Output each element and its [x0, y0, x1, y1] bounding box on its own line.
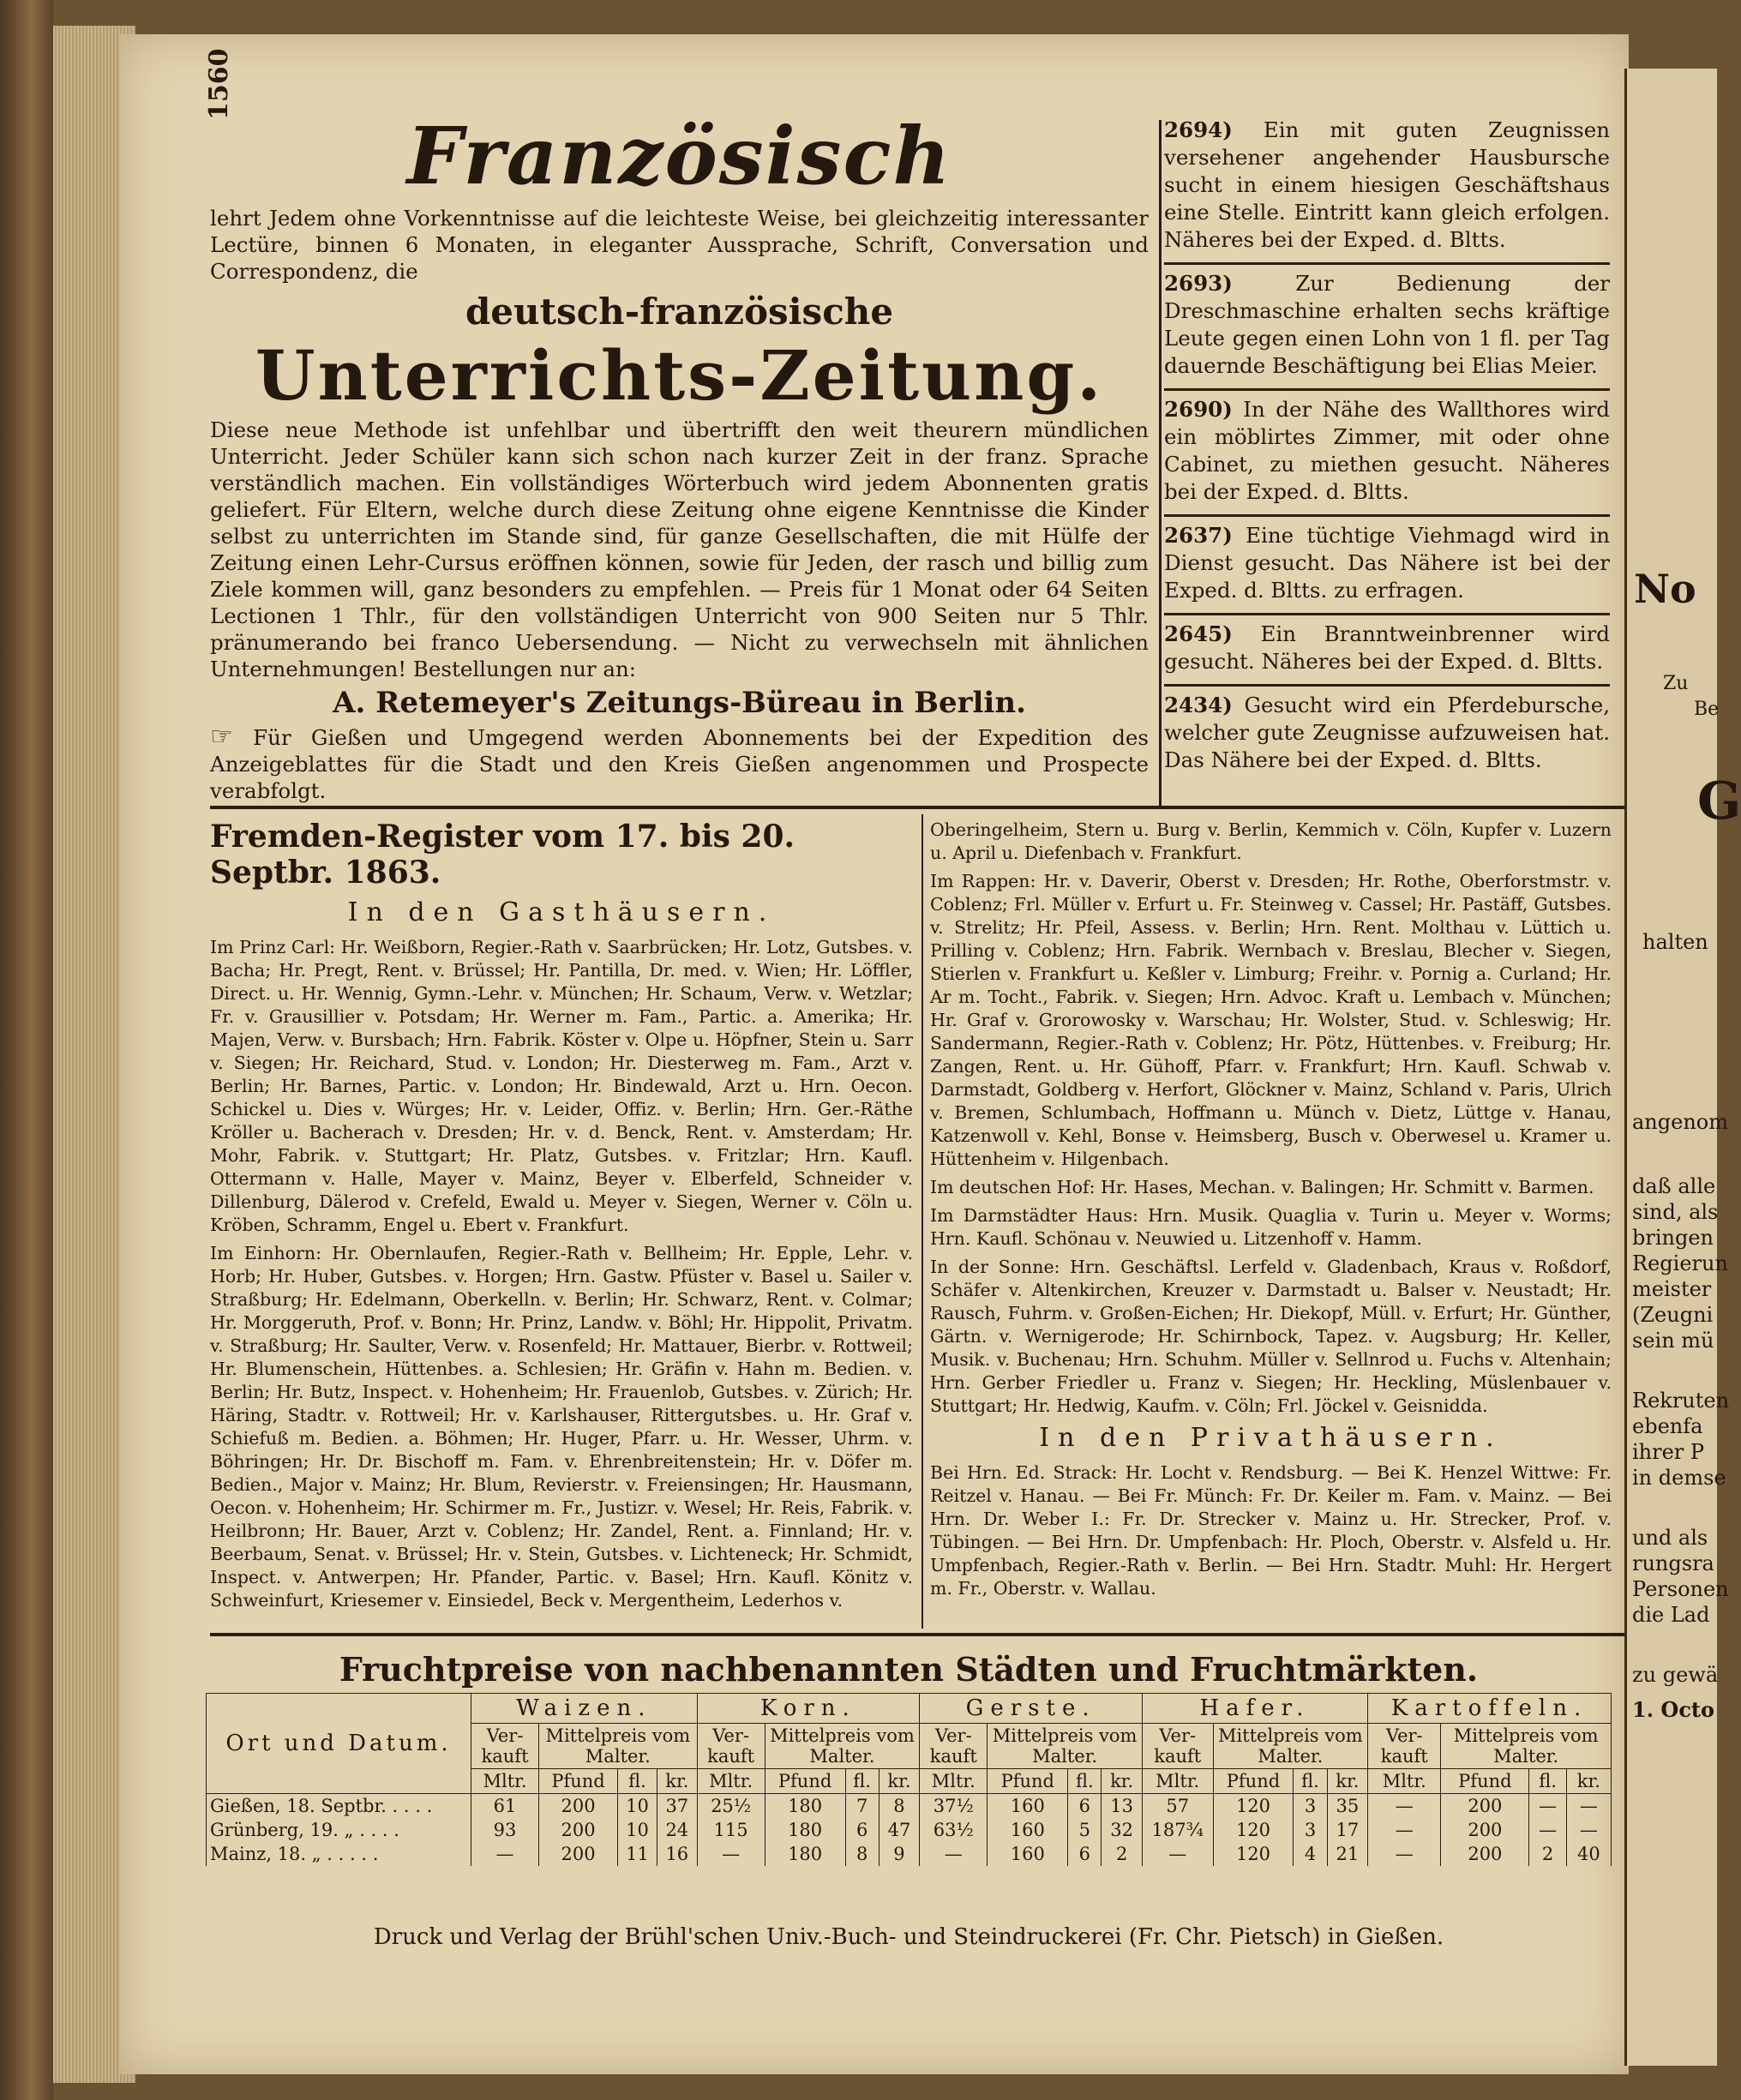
price-cell: 160 [988, 1818, 1068, 1842]
page-number: 1560 [204, 48, 234, 120]
ad-footer-text: Für Gießen und Umgegend werden Abonnements bei der Expedition des Anzeigeblattes für die Stadt und den Kreis Gießen angenommen und Prospecte verabfolgt. [210, 725, 1149, 803]
unit-header: Mltr. [697, 1769, 765, 1794]
price-cell: 160 [988, 1794, 1068, 1819]
price-cell: 25½ [697, 1794, 765, 1819]
classified-ad [1164, 687, 1610, 783]
grain-header: Korn. [697, 1694, 920, 1724]
grain-header: Gerste. [920, 1694, 1143, 1724]
price-cell: 200 [539, 1794, 618, 1819]
fruchtpreise-body [207, 1794, 1612, 1867]
price-cell: 11 [618, 1842, 657, 1866]
register-entry: In der Sonne: Hrn. Geschäftsl. Lerfeld v. Gladenbach, Kraus v. Roßdorf, Schäfer v. Altenkirchen, Kreuzer v. Darmstadt u. Balser v. Neustadt; Hr. Rausch, Fuhrm. v. Großen-Eichen; Hr. Diekopf, Müll. v. Erfurt; Hr. Günther, Gärtn. v. Wernigerode; Hr. Schirnbock, Tapez. v. Augsburg; Hr. Keller, Musik. v. Buchenau; Hrn. Schuhm. Müller v. Sellnrod u. Fuchs v. Altenhain; Hrn. Gerber Friedler u. Franz v. Siegen; Hr. Heckling, Müslenbauer v. Stuttgart; Hr. Hedwig, Kaufm. v. Cöln; Frl. Jöckel v. Geisnidda. [930, 1257, 1612, 1416]
ad-headline: Unterrichts-Zeitung. [255, 335, 1104, 416]
unit-header: Mltr. [1368, 1769, 1441, 1794]
price-cell: 2 [1102, 1842, 1143, 1866]
col-verkauft: Ver-kauft [697, 1724, 765, 1769]
price-cell: 61 [471, 1794, 539, 1819]
unit-header: fl. [618, 1769, 657, 1794]
column-divider-top [1159, 120, 1162, 806]
next-page-fragment: Rekruten [1632, 1389, 1730, 1413]
price-cell: 2 [1529, 1842, 1566, 1866]
price-cell: 10 [618, 1818, 657, 1842]
ad-footer [210, 723, 1149, 804]
price-cell: 6 [845, 1818, 879, 1842]
table-row [207, 1842, 1612, 1866]
price-cell: — [697, 1842, 765, 1866]
price-cell: 200 [1441, 1818, 1529, 1842]
price-cell: 37 [657, 1794, 698, 1819]
register-entry: Im deutschen Hof: Hr. Hases, Mechan. v. Balingen; Hr. Schmitt v. Barmen. [930, 1177, 1594, 1197]
col-verkauft: Ver-kauft [471, 1724, 539, 1769]
price-cell: 17 [1327, 1818, 1368, 1842]
price-cell: — [920, 1842, 988, 1866]
next-page-fragment: 1. Octo [1632, 1697, 1715, 1722]
unit-header: fl. [845, 1769, 879, 1794]
ad-text: Ein mit guten Zeugnissen versehener angehender Hausbursche sucht in einem hiesigen Geschäftshaus eine Stelle. Eintritt kann gleich erfolgen. Näheres bei der Exped. d. Bltts. [1164, 117, 1610, 252]
fruchtpreise-table [206, 1693, 1612, 1866]
price-cell: 21 [1327, 1842, 1368, 1866]
unit-header: fl. [1529, 1769, 1566, 1794]
price-cell: 200 [1441, 1842, 1529, 1866]
section-rule [210, 806, 1624, 809]
register-entry: Im Darmstädter Haus: Hrn. Musik. Quaglia v. Turin u. Meyer v. Worms; Hrn. Kaufl. Schönau v. Neuwied u. Litzenhoff v. Hamm. [930, 1205, 1612, 1249]
ad-french-course [210, 111, 1149, 804]
ad-number: 2434) [1164, 693, 1233, 717]
ad-number: 2693) [1164, 271, 1233, 296]
price-cell: 3 [1294, 1794, 1327, 1819]
next-page-fragment: Be [1694, 699, 1720, 720]
next-page-fragment: rungsra [1632, 1551, 1714, 1575]
ad-publisher: A. Retemeyer's Zeitungs-Büreau in Berlin. [333, 686, 1026, 720]
next-page-fragment: ihrer P [1632, 1440, 1705, 1464]
book-binding [0, 0, 53, 2100]
next-page-fragment: daß alle [1632, 1174, 1716, 1198]
unit-header: kr. [1566, 1769, 1611, 1794]
place-header: Ort und Datum. [207, 1694, 471, 1794]
place-cell: Gießen, 18. Septbr. . . . . [207, 1794, 471, 1819]
classified-ad [1164, 615, 1610, 687]
unit-header: Mltr. [471, 1769, 539, 1794]
next-page-fragment: Personen [1632, 1577, 1729, 1601]
classifieds-column [1164, 111, 1610, 783]
price-cell: 47 [879, 1818, 920, 1842]
next-page-fragment: zu gewä [1632, 1663, 1719, 1687]
unit-header: kr. [1327, 1769, 1368, 1794]
col-mittelpreis: Mittelpreis vom Malter. [1213, 1724, 1368, 1769]
next-page-fragment: G [1697, 771, 1741, 831]
next-page-fragment: meister [1632, 1277, 1712, 1301]
price-cell: — [1368, 1842, 1441, 1866]
price-cell: 120 [1213, 1842, 1294, 1866]
price-cell: — [1368, 1818, 1441, 1842]
price-cell: 8 [879, 1794, 920, 1819]
price-cell: 5 [1068, 1818, 1102, 1842]
next-page-fragment: und als [1632, 1526, 1708, 1550]
unit-header: Pfund [988, 1769, 1068, 1794]
price-cell: — [1566, 1818, 1611, 1842]
ad-number: 2645) [1164, 621, 1233, 646]
col-mittelpreis: Mittelpreis vom Malter. [539, 1724, 698, 1769]
register-entry: Im Rappen: Hr. v. Daverir, Oberst v. Dresden; Hr. Rothe, Oberforstmstr. v. Coblenz; Frl. Müller v. Erfurt u. Fr. Steinweg v. Cassel; Hr. Pastäff, Gutsbes. v. Strelitz; Hr. Pfeil, Assess. v. Berlin; Hrn. Rent. Molthau v. Lüttich u. Prilling v. Coblenz; Hrn. Fabrik. Wernbach v. Breslau, Blecher v. Siegen, Stierlen v. Frankfurt u. Keßler v. Limburg; Freihr. v. Pornig a. Curland; Hr. Ar m. Tocht., Fabrik. v. Siegen; Hrn. Advoc. Kraft u. Lembach v. München; Hr. Graf v. Grorowosky v. Warschau; Hr. Wolster, Stud. v. Schleswig; Hr. Sandermann, Regier.-Rath v. Coblenz; Hr. Pötz, Hüttenbes. v. Freiburg; Hr. Zangen, Rent. u. Hr. Gühoff, Pfarr. v. Frankfurt; Hrn. Kaufl. Schwab v. Darmstadt, Goldberg v. Herfort, Glöckner v. Mainz, Schland v. Paris, Ulrich v. Bremen, Schlumbach, Hoffmann u. Münch v. Dietz, Lüttge v. Hanau, Katzenwoll v. Kehl, Bonse v. Heimsberg, Busch v. Oberwesel u. Kramer u. Hüttenheim v. Hilgenbach. [930, 871, 1612, 1169]
table-row [207, 1818, 1612, 1842]
next-page-edge [1624, 69, 1741, 2066]
grain-header: Hafer. [1142, 1694, 1367, 1724]
register-entry: Im Prinz Carl: Hr. Weißborn, Regier.-Rath v. Saarbrücken; Hr. Lotz, Gutsbes. v. Bacha; Hr. Pregt, Rent. v. Brüssel; Hr. Pantilla, Dr. med. v. Wien; Hr. Löffler, Direct. u. Hr. Wennig, Gymn.-Lehr. v. München; Hr. Schaum, Verw. v. Wetzlar; Fr. v. Grausillier v. Potsdam; Hr. Werner m. Fam., Partic. a. Amerika; Hr. Majen, Verw. v. Bursbach; Hrn. Fabrik. Köster v. Olpe u. Höpfner, Stein u. Sarr v. Siegen; Hr. Reichard, Stud. v. London; Hr. Diesterweg m. Fam., Arzt v. Berlin; Hr. Barnes, Partic. v. London; Hr. Bindewald, Arzt u. Hrn. Oecon. Schickel u. Dies v. Würges; Hr. v. Leider, Offiz. v. Berlin; Hrn. Ger.-Räthe Kröller u. Bacherach v. Dresden; Hr. v. d. Benck, Rent. v. Amsterdam; Hr. Mohr, Fabrik. v. Stuttgart; Hr. Platz, Gutsbes. v. Fritzlar; Hrn. Kaufl. Ottermann v. Halle, Mayer v. Mainz, Beyer v. Elberfeld, Schneider v. Dillenburg, Dälerod v. Crefeld, Ewald u. Meyer v. Siegen, Werner v. Cöln u. Kröben, Schramm, Engel u. Ebert v. Frankfurt. [210, 937, 913, 1235]
col-mittelpreis: Mittelpreis vom Malter. [1441, 1724, 1612, 1769]
price-cell: 37½ [920, 1794, 988, 1819]
unit-header: kr. [1102, 1769, 1143, 1794]
price-cell: 6 [1068, 1794, 1102, 1819]
col-mittelpreis: Mittelpreis vom Malter. [988, 1724, 1143, 1769]
ad-number: 2637) [1164, 523, 1233, 548]
register-right-column [930, 819, 1612, 1605]
ad-title: Französisch [406, 110, 952, 202]
ad-intro: lehrt Jedem ohne Vorkenntnisse auf die leichteste Weise, bei gleichzeitig interessanter Lectüre, binnen 6 Monaten, in eleganter Aussprache, Schrift, Conversation und Correspondenz, die [210, 206, 1149, 284]
price-cell: 6 [1068, 1842, 1102, 1866]
next-page-fragment: sind, als [1632, 1200, 1719, 1224]
price-cell: 10 [618, 1794, 657, 1819]
next-page-fragment: bringen [1632, 1226, 1714, 1250]
table-row [207, 1794, 1612, 1819]
classified-ad [1164, 265, 1610, 391]
ad-subtitle: deutsch-französische [465, 291, 894, 333]
price-cell: 115 [697, 1818, 765, 1842]
ad-text: Gesucht wird ein Pferdebursche, welcher gute Zeugnisse aufzuweisen hat. Das Nähere bei der Exped. d. Bltts. [1164, 693, 1610, 772]
price-cell: 93 [471, 1818, 539, 1842]
classified-ad [1164, 517, 1610, 615]
next-page-fragment: No [1634, 566, 1696, 612]
ad-text: In der Nähe des Wallthores wird ein möblirtes Zimmer, mit oder ohne Cabinet, zu miethen gesucht. Näheres bei der Exped. d. Bltts. [1164, 397, 1610, 504]
price-cell: 7 [845, 1794, 879, 1819]
price-cell: — [1529, 1818, 1566, 1842]
register-left-column [210, 819, 913, 1617]
classified-ad [1164, 111, 1610, 265]
price-cell: 57 [1142, 1794, 1213, 1819]
col-mittelpreis: Mittelpreis vom Malter. [765, 1724, 920, 1769]
price-cell: 200 [1441, 1794, 1529, 1819]
price-cell: 180 [765, 1818, 845, 1842]
unit-header: Mltr. [1142, 1769, 1213, 1794]
imprint: Druck und Verlag der Brühl'schen Univ.-Buch- und Steindruckerei (Fr. Chr. Pietsch) in Gießen. [373, 1924, 1444, 1950]
ad-number: 2694) [1164, 117, 1233, 142]
price-cell: — [1142, 1842, 1213, 1866]
pointing-hand-icon: ☞ [210, 722, 233, 752]
price-cell: 180 [765, 1794, 845, 1819]
register-entry-private: Bei Hrn. Ed. Strack: Hr. Locht v. Rendsburg. — Bei K. Henzel Wittwe: Fr. Reitzel v. Hanau. — Bei Fr. Münch: Fr. Dr. Keiler m. Fam. v. Mainz. — Bei Hrn. Dr. Weber I.: Fr. Dr. Strecker v. Mainz u. Hr. Strecker, Prof. v. Tübingen. — Bei Hrn. Dr. Umpfenbach: Hr. Ploch, Oberstr. v. Alsfeld u. Hr. Umpfenbach, Regier.-Rath v. Berlin. — Bei Hrn. Stadtr. Muhl: Hr. Hergert m. Fr., Oberstr. v. Wallau. [930, 1462, 1612, 1599]
price-cell: 24 [657, 1818, 698, 1842]
price-cell: 16 [657, 1842, 698, 1866]
next-page-fragment: in demse [1632, 1466, 1726, 1490]
next-page-fragment: halten [1642, 930, 1708, 954]
ad-text: Zur Bedienung der Dreschmaschine erhalten sechs kräftige Leute gegen einen Lohn von 1 fl. per Tag dauernde Beschäftigung bei Elias Meier. [1164, 271, 1610, 378]
register-entry: Oberingelheim, Stern u. Burg v. Berlin, Kemmich v. Cöln, Kupfer v. Luzern u. April u. Diefenbach v. Frankfurt. [930, 819, 1612, 863]
price-cell: — [1368, 1794, 1441, 1819]
next-page-fragment: ebenfa [1632, 1414, 1703, 1438]
grain-header: Waizen. [471, 1694, 698, 1724]
unit-header: fl. [1068, 1769, 1102, 1794]
ad-number: 2690) [1164, 397, 1233, 422]
price-cell: 3 [1294, 1818, 1327, 1842]
next-page-fragment: (Zeugni [1632, 1303, 1714, 1327]
price-cell: 180 [765, 1842, 845, 1866]
place-cell: Mainz, 18. „ . . . . . [207, 1842, 471, 1866]
price-cell: 160 [988, 1842, 1068, 1866]
price-cell: 63½ [920, 1818, 988, 1842]
price-cell: 187¾ [1142, 1818, 1213, 1842]
place-cell: Grünberg, 19. „ . . . . [207, 1818, 471, 1842]
unit-header: kr. [657, 1769, 698, 1794]
price-cell: 8 [845, 1842, 879, 1866]
price-cell: 32 [1102, 1818, 1143, 1842]
price-cell: — [1566, 1794, 1611, 1819]
ad-text: Ein Branntweinbrenner wird gesucht. Näheres bei der Exped. d. Bltts. [1164, 621, 1610, 674]
classified-ad [1164, 391, 1610, 517]
register-subtitle-inns: In den Gasthäusern. [347, 897, 776, 927]
price-cell: — [471, 1842, 539, 1866]
grain-header: Kartoffeln. [1368, 1694, 1612, 1724]
price-cell: 13 [1102, 1794, 1143, 1819]
unit-header: Pfund [1213, 1769, 1294, 1794]
unit-header: Pfund [1441, 1769, 1529, 1794]
ad-body: Diese neue Methode ist unfehlbar und übertrifft den weit theurern mündlichen Unterricht. Jeder Schüler kann sich schon nach kurzer Zeit in der franz. Sprache verständlich machen. Ein vollständiges Wörterbuch wird jedem Abonnenten gratis geliefert. Für Eltern, welche durch diese Zeitung ohne eigene Kenntnisse die Kinder selbst zu unterrichten im Stande sind, für ganze Gesellschaften, die mit Hülfe der Zeitung einen Lehr-Cursus eröffnen können, sowie für Jeden, der rasch und billig zum Ziele kommen will, ganz besonders zu empfehlen. — Preis für 1 Monat oder 64 Seiten Lectionen 1 Thlr., für den vollständigen Unterricht von 900 Seiten nur 5 Thlr. pränumerando bei franco Uebersendung. — Nicht zu verwechseln mit ähnlichen Unternehmungen! Bestellungen nur an: [210, 417, 1149, 681]
next-page-fragment: sein mü [1632, 1329, 1714, 1353]
next-page-fragment: Regierun [1632, 1251, 1728, 1275]
next-page-fragment: Zu [1663, 673, 1689, 694]
register-subtitle-private: In den Privathäusern. [1039, 1423, 1503, 1453]
price-cell: 4 [1294, 1842, 1327, 1866]
price-cell: 40 [1566, 1842, 1611, 1866]
register-column-divider [922, 814, 923, 1629]
price-cell: 200 [539, 1842, 618, 1866]
ad-text: Eine tüchtige Viehmagd wird in Dienst gesucht. Das Nähere ist bei der Exped. d. Bltts. zu erfragen. [1164, 523, 1610, 603]
unit-header: Pfund [765, 1769, 845, 1794]
price-cell: — [1529, 1794, 1566, 1819]
col-verkauft: Ver-kauft [1368, 1724, 1441, 1769]
price-cell: 9 [879, 1842, 920, 1866]
col-verkauft: Ver-kauft [920, 1724, 988, 1769]
price-cell: 200 [539, 1818, 618, 1842]
unit-header: kr. [879, 1769, 920, 1794]
next-page-fragment: angenom [1632, 1110, 1728, 1134]
fruchtpreise-title: Fruchtpreise von nachbenannten Städten und Fruchtmärkten. [339, 1650, 1479, 1689]
register-entry: Im Einhorn: Hr. Obernlaufen, Regier.-Rath v. Bellheim; Hr. Epple, Lehr. v. Horb; Hr. Huber, Gutsbes. v. Horgen; Hrn. Gastw. Pfüster v. Basel u. Sailer v. Straßburg; Hr. Edelmann, Oberkelln. v. Berlin; Hr. Schwarz, Rent. v. Colmar; Hr. Morggeruth, Prof. v. Bonn; Hr. Prinz, Landw. v. Böhl; Hr. Hippolit, Privatm. v. Straßburg; Hr. Saulter, Verw. v. Rosenfeld; Hr. Mattauer, Bierbr. v. Rottweil; Hr. Blumenschein, Hüttenbes. a. Schlesien; Hr. Gräfin v. Hahn m. Bedien. v. Berlin; Hr. Butz, Inspect. v. Hohenheim; Hr. Frauenlob, Gutsbes. v. Zürich; Hr. Häring, Stadtr. v. Rottweil; Hr. v. Karlshauser, Rittergutsbes. u. Hr. Graf v. Schiefuß m. Bedien. a. Böhmen; Hr. Huger, Pfarr. u. Hr. Wesser, Uhrm. v. Böhringen; Hr. Dr. Bischoff m. Fam. v. Ehrenbreitenstein; Hr. v. Döfer m. Bedien., Major v. Mainz; Hr. Blum, Revierstr. v. Freiensingen; Hr. Hausmann, Oecon. v. Hohenheim; Hr. Schirmer m. Fr., Justizr. v. Wesel; Hr. Reis, Fabrik. v. Heilbronn; Hr. Bauer, Arzt v. Coblenz; Hr. Zandel, Rent. a. Finnland; Hr. v. Beerbaum, Senat. v. Brüssel; Hr. v. Stein, Gutsbes. v. Lichteneck; Hr. Schmidt, Inspect. v. Antwerpen; Hr. Pfander, Partic. v. Basel; Hrn. Kaufl. Könitz v. Schweinfurt, Kriesemer v. Einsiedel, Beck v. Mergentheim, Lederhos v. [210, 1243, 913, 1611]
unit-header: Pfund [539, 1769, 618, 1794]
price-cell: 120 [1213, 1794, 1294, 1819]
section-rule [210, 1633, 1624, 1636]
col-verkauft: Ver-kauft [1142, 1724, 1213, 1769]
register-title: Fremden-Register vom 17. bis 20. Septbr. 1863. [210, 819, 795, 891]
next-page-fragment: die Lad [1632, 1603, 1710, 1627]
unit-header: fl. [1294, 1769, 1327, 1794]
unit-header: Mltr. [920, 1769, 988, 1794]
price-cell: 120 [1213, 1818, 1294, 1842]
price-cell: 35 [1327, 1794, 1368, 1819]
